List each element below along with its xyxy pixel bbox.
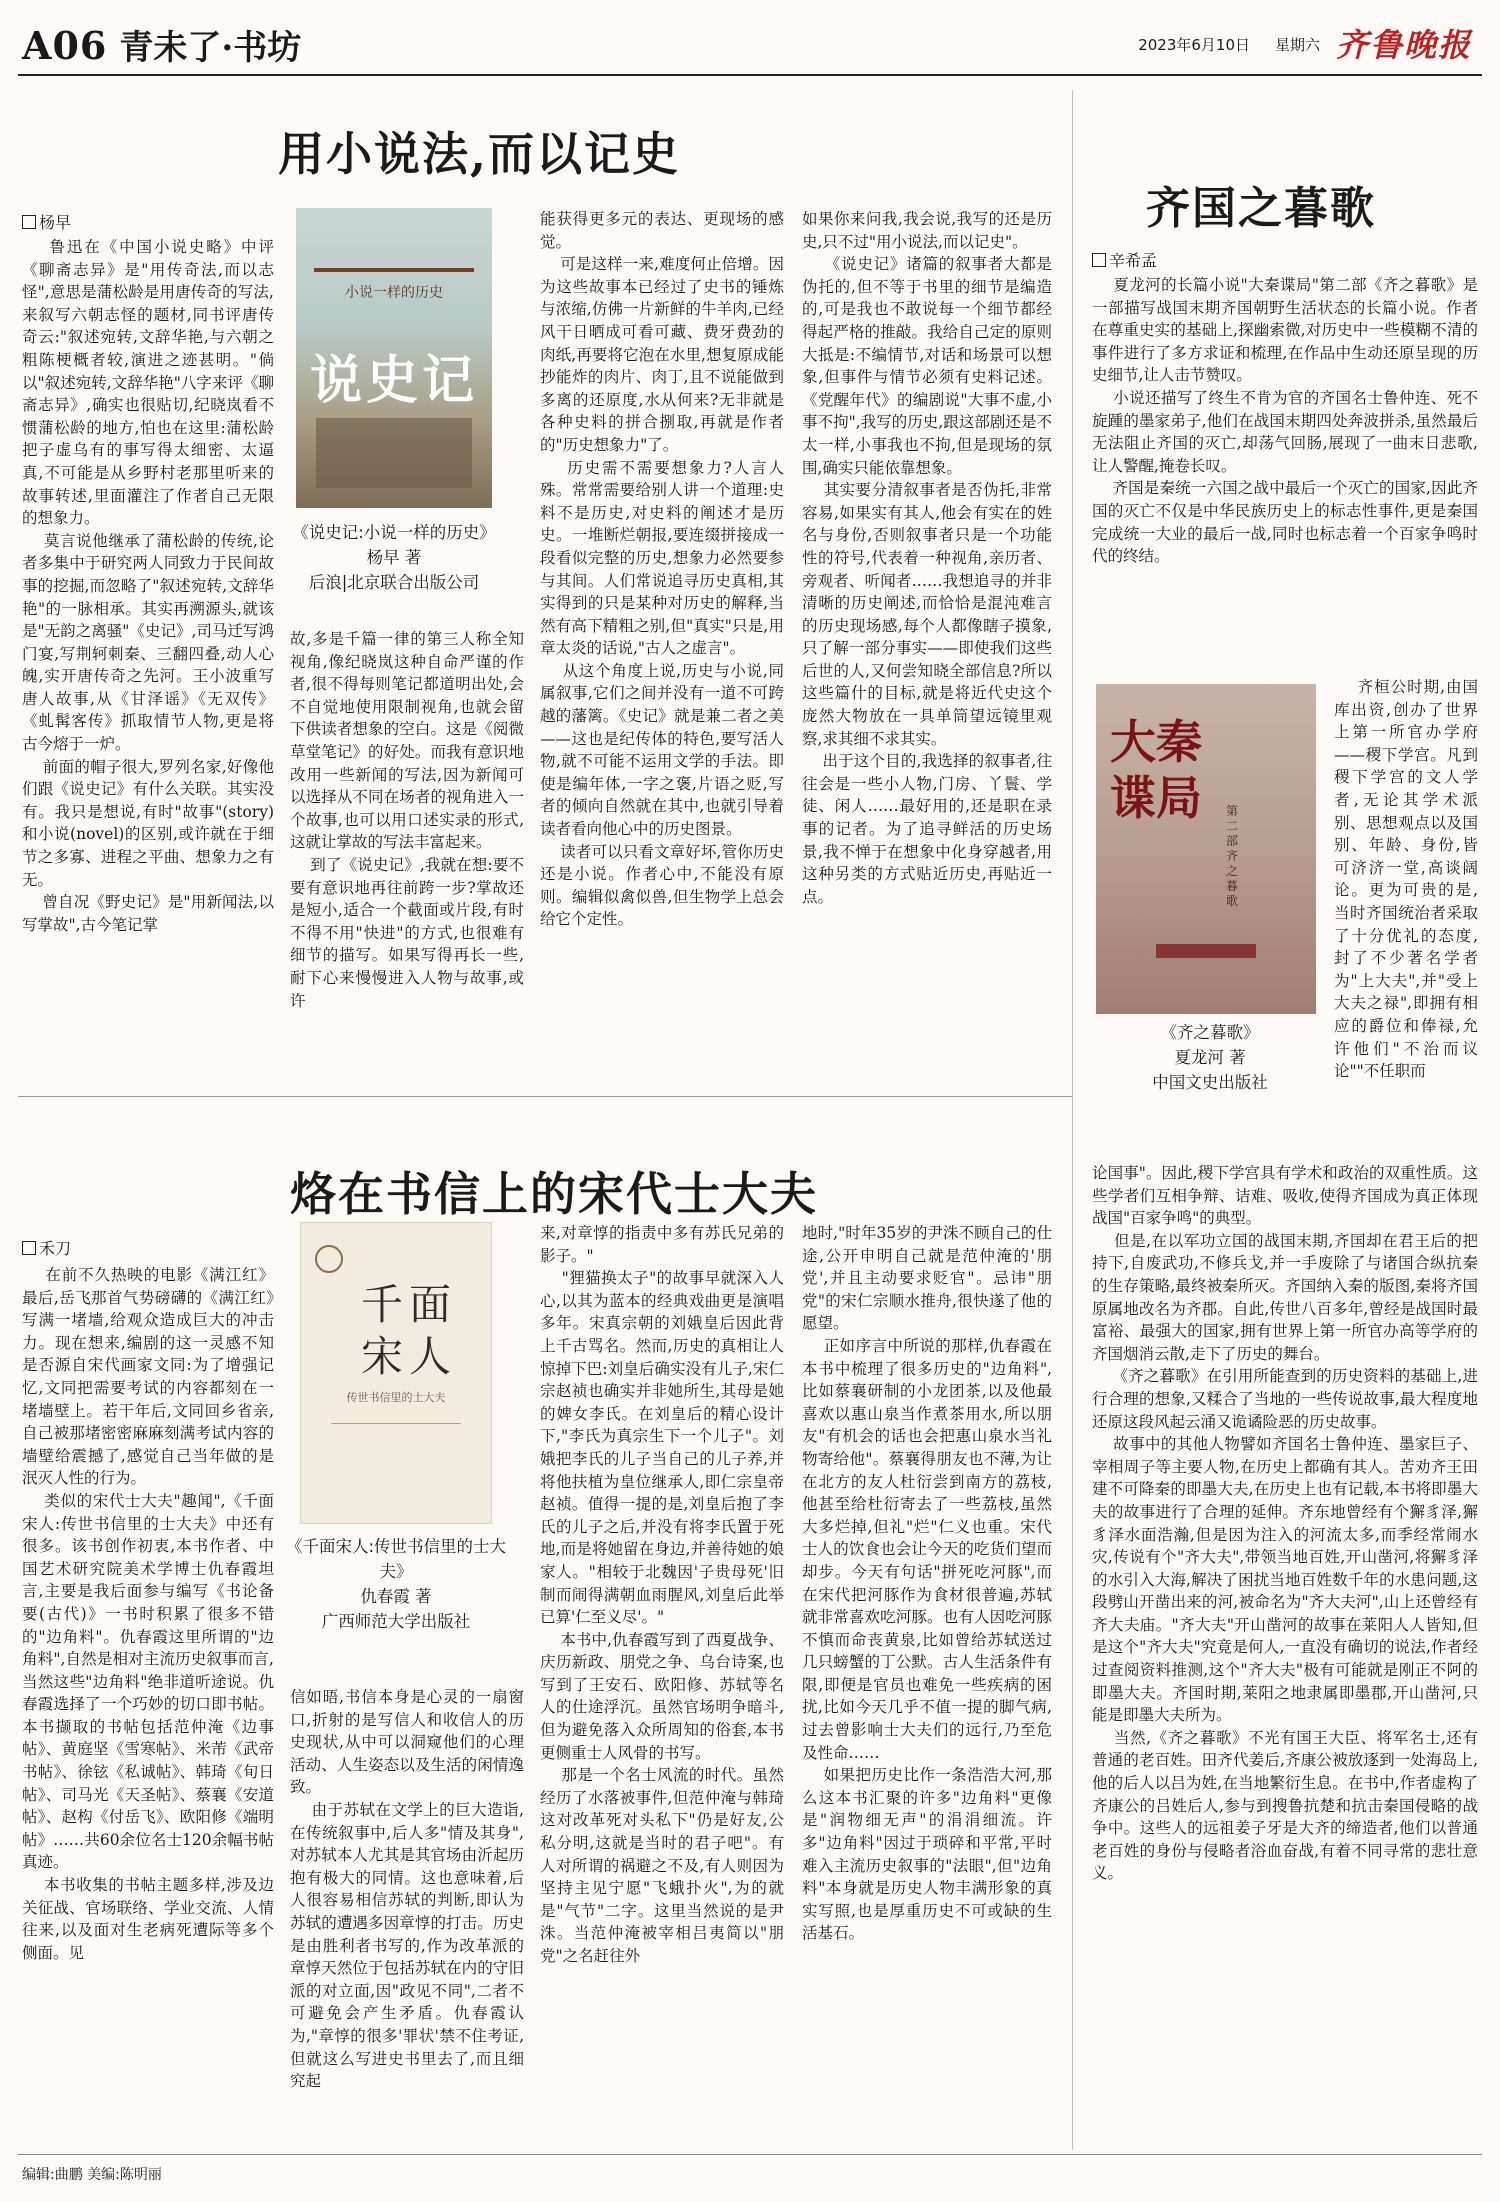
cover-subtitle: 小说一样的历史 bbox=[345, 285, 443, 301]
caption-author: 杨早 著 bbox=[366, 548, 422, 567]
cover-title: 说史记 bbox=[309, 350, 478, 411]
article2-author: 禾刀 bbox=[39, 1239, 72, 1258]
caption-author: 夏龙河 著 bbox=[1174, 1048, 1246, 1067]
article1-column-2: 故,多是千篇一律的第三人称全知视角,像纪晓岚这种自命严谨的作者,很不得每则笔记都道明出处,会不自觉地使用限制视角,也就会留下供读者想象的空白。这是《阅微草堂笔记》的好处。而我有意识地改用一些新闻的写法,因为新闻可以选择从不同在场者的视角进入一个故事,也可以用口述实录的形式,这就让掌故的写法丰富起来。 到了《说史记》,我就在想:要不要有意识地再往前跨一步?掌故还是短小,适合一个截面或片段,有时不得不用"快进"的方式,也很难有细节的描写。如果写得再长一些,耐下心来慢慢进入人物与故事,或许 bbox=[290, 630, 524, 1010]
book-caption-3 bbox=[1092, 1020, 1328, 1095]
footer-credits: 编辑:曲鹏 美编:陈明丽 bbox=[22, 2167, 162, 2183]
article3-author: 辛希孟 bbox=[1109, 251, 1158, 270]
article1-title: 用小说法,而以记史 bbox=[278, 127, 681, 181]
article1-byline bbox=[22, 210, 71, 233]
footer-rule bbox=[18, 2154, 1482, 2155]
article1-column-1: 鲁迅在《中国小说史略》中评《聊斋志异》是"用传奇法,而以志怪",意思是蒲松龄是用唐传奇的写法,来叙写六朝志怪的题材,同书评唐传奇云:"叙述宛转,文辞华艳,与六朝之粗陈梗概者较,演进之迹甚明。"倘以"叙述宛转,文辞华艳"八字来评《聊斋志异》,确实也很贴切,纪晓岚看不惯蒲松龄的地方,怕也在这里:蒲松龄把子虚乌有的事写得太细密、太逼真,不可能是从乡野村老那里听来的故事转述,里面灌注了作者自己无限的想象力。 莫言说他继承了蒲松龄的传统,论者多集中于研究两人同致力于民间故事的挖掘,而忽略了"叙述宛转,文辞华艳"的一脉相承。其实再溯源头,就该是"无韵之离骚"《史记》,司马迁写鸿门宴,写荆轲刺秦、三翻四叠,动人心魄,实开唐传奇之先河。王小波重写唐人故事,从《甘泽谣》《无双传》《虬髯客传》抓取情节人物,更是将古今熔于一炉。 前面的帽子很大,罗列名家,好像他们跟《说史记》有什么关联。其实没有。我只是想说,有时"故事"(story)和小说(novel)的区别,或许就在于细节之多寡、进程之平曲、想象力之有无。 曾自况《野史记》是"用新闻法,以写掌故",古今笔记掌 bbox=[22, 238, 274, 934]
page-number: A06 bbox=[22, 23, 108, 68]
article1-column-4: 如果你来问我,我会说,我写的还是历史,只不过"用小说法,而以记史"。 《说史记》诸篇的叙事者大都是伪托的,但不等于书里的细节是编造的,可是我也不敢说每一个细节都经得起严格的推敲。我给自己定的原则大抵是:不编情节,对话和场景可以想象,但事件与情节必须有史料记述。《党醒年代》的编剧说"大事不虚,小事不拘",我写的历史,跟这部剧还是不太一样,小事我也不拘,但是现场的氛围,确实只能依靠想象。 其实要分清叙事者是否伪托,非常容易,如果实有其人,他会有实在的姓名与身份,否则叙事者只是一个功能性的符号,代表着一种视角,亲历者、旁观者、听闻者……我想追寻的并非清晰的历史阐述,而恰恰是混沌难言的历史现场感,每个人都像瞎子摸象,只了解一部分事实——即使我们这些后世的人,又何尝知晓全部信息?所以这些篇什的目标,就是将近代史这个庞然大物放在一具单筒望远镜里观察,求其细不求其实。 出于这个目的,我选择的叙事者,往往会是一些小人物,门房、丫鬟、学徒、闲人……最好用的,还是职在录事的记者。为了追寻鲜活的历史场景,我不惮于在想象中化身穿越者,用这种另类的方式贴近历史,再贴近一点。 bbox=[802, 210, 1052, 906]
article2-byline bbox=[22, 1236, 71, 1259]
byline-box-icon bbox=[22, 215, 36, 229]
article3-intro: 夏龙河的长篇小说"大秦谍局"第二部《齐之暮歌》是一部描写战国末期齐国朝野生活状态的长篇小说。作者在尊重史实的基础上,探幽索微,对历史中一些模糊不清的事件进行了多方求证和梳理,在作品中生动还原呈现的历史细节,让人击节赞叹。 小说还描写了终生不肯为官的齐国名士鲁仲连、死不旋踵的墨家弟子,他们在战国末期四处奔波拼杀,虽然最后无法阻止齐国的灭亡,却荡气回肠,展现了一曲末日悲歌,让人警醒,掩卷长叹。 齐国是秦统一六国之战中最后一个灭亡的国家,因此齐国的灭亡不仅是中华民族历史上的标志性事件,更是秦国完成统一大业的最后一战,同时也标志着一个百家争鸣时代的终结。 bbox=[1092, 276, 1478, 566]
cover-subtitle: 传世书信里的士大夫 bbox=[346, 1391, 446, 1404]
cover-ornament-icon bbox=[315, 1245, 343, 1273]
article1-column-3: 能获得更多元的表达、更现场的感觉。 可是这样一来,难度何止倍增。因为这些故事本已经过了史书的锤炼与浓缩,仿佛一片新鲜的牛羊肉,已经风干日晒成可看可藏、费牙费劲的肉纸,再要将它泡在水里,想复原成能抄能炸的肉片、肉丁,且不说能做到多离的还原度,水从何来?无非就是各种史料的拼合捌取,再就是作者的"历史想象力"了。 历史需不需要想象力?人言人殊。常常需要给别人讲一个道理:史料不是历史,对史料的阐述才是历史。一堆断烂朝报,要连缀拼接成一段看似完整的历史,想象力必然要参与其间。人们常说追寻历史真相,其实得到的只是某种对历史的解释,当然有高下精粗之别,但"真实"只是,用章太炎的话说,"古人之虚言"。 从这个角度上说,历史与小说,同属叙事,它们之间并没有一道不可跨越的藩篱。《史记》就是兼二者之美——这也是纪传体的特色,要写活人物,就不可能不运用文学的手法。即使是编年体,一字之褒,片语之贬,写者的倾向自然就在其中,也就引导着读者看向他心中的历史图景。 读者可以只看文章好坏,管你历史还是小说。作者心中,不能没有原则。编辑似禽似兽,但生物学上总会给它个定性。 bbox=[540, 210, 784, 929]
article2-column-1: 在前不久热映的电影《满江红》最后,岳飞那首气势磅礴的《满江红》写满一堵墙,给观众造成巨大的冲击力。现在想来,编剧的这一灵感不知是否源自宋代画家文同:为了增强记忆,文同把需要考试的内容都刻在一堵墙壁上。若干年后,文同回乡省亲,自己被那堵密密麻麻刻满考试内容的墙壁给震撼了,感觉自己当年做的是泯灭人性的行为。 类似的宋代士大夫"趣闻",《千面宋人:传世书信里的士大夫》中还有很多。该书创作初衷,本书作者、中国艺术研究院美术学博士仇春霞坦言,主要是我后面参与编写《书论备要(古代)》一书时积累了很多不错的"边角料"。仇春霞这里所谓的"边角料",自然是相对主流历史叙事而言,当然这些"边角料"绝非道听途说。仇春霞选择了一个巧妙的切口即书帖。本书撷取的书帖包括范仲淹《边事帖》、黄庭坚《雪寒帖》、米芾《武帝书帖》、徐铉《私诚帖》、韩琦《旬日帖》、司马光《天圣帖》、蔡襄《安道帖》、赵构《付岳飞》、欧阳修《端明帖》……共60余位名士120余幅书帖真迹。 本书收集的书帖主题多样,涉及边关征战、官场联络、学业交流、人情往来,以及面对生老病死遭际等多个侧面。见 bbox=[22, 1266, 274, 1962]
article2-column-3: 来,对章惇的指责中多有苏氏兄弟的影子。" "狸猫换太子"的故事早就深入人心,以其为蓝本的经典戏曲更是演唱多年。宋真宗朝的刘娥皇后因此背上千古骂名。然而,历史的真相让人惊掉下巴:刘皇后确实没有儿子,宋仁宗赵祯也确实并非她所生,其母是她的婢女李氏。在刘皇后的精心设计下,"李氏为真宗生下一个儿子"。刘娥把李氏的儿子当自己的儿子养,并将他扶植为皇位继承人,即仁宗皇帝赵祯。值得一提的是,刘皇后抱了李氏的儿子之后,并没有将李氏置于死地,而是将她留在身边,并善待她的娘家人。"相较于北魏因'子贵母死'旧制而闹得满朝血雨腥风,刘皇后此举已算'仁至义尽'。" 本书中,仇春霞写到了西夏战争、庆历新政、朋党之争、乌台诗案,也写到了王安石、欧阳修、苏轼等名人的仕途浮沉。虽然官场明争暗斗,但为避免落入众所周知的俗套,本书更侧重士人风骨的书写。 那是一个名士风流的时代。虽然经历了水落被事件,但范仲淹与韩琦这对改革死对头私下"仍是好友,公私分明,这就是当时的君子吧"。有人对所谓的祸避之不及,有人则因为坚持主见宁愿"飞蛾扑火",为的就是"气节"二字。这里当然说的是尹洙。当范仲淹被宰相吕夷简以"朋党"之名赶往外 bbox=[540, 1224, 784, 1965]
article2-column-4: 地时,"时年35岁的尹洙不顾自己的仕途,公开申明自己就是范仲淹的'朋党',并且主动要求贬官"。忌讳"朋党"的宋仁宗顺水推舟,很快遂了他的愿望。 正如序言中所说的那样,仇春霞在本书中梳理了很多历史的"边角料",比如蔡襄研制的小龙团茶,以及他最喜欢以惠山泉当作煮茶用水,所以朋友"有机会的话也会把惠山泉水当礼物寄给他"。蔡襄得朋友也不薄,为让在北方的友人杜衍尝到南方的荔枝,他甚至给杜衍寄去了一些荔枝,虽然大多烂掉,但礼"烂"仁义也重。宋代士人的饮食也会让今天的吃货们望而却步。今天有句话"拼死吃河豚",而在宋代把河豚作为食材很普遍,苏轼就非常喜欢吃河豚。也有人因吃河豚不慎而命丧黄泉,比如曾给苏轼送过几只螃蟹的丁公默。古人生活条件有限,即便是官员也难免一些疾病的困扰,比如今天几乎不值一提的脚气病,过去曾影响士大夫们的远行,乃至危及性命…… 如果把历史比作一条浩浩大河,那么这本书汇聚的许多"边角料"更像是"润物细无声"的涓涓细流。许多"边角料"因过于琐碎和平常,平时难入主流历史叙事的"法眼",但"边角料"本身就是历史人物丰满形象的真实写照,也是厚重历史不可或缺的生活基石。 bbox=[802, 1224, 1052, 1943]
issue-date: 2023年6月10日 bbox=[1138, 36, 1250, 54]
caption-author: 仇春霞 著 bbox=[360, 1587, 432, 1606]
issue-weekday: 星期六 bbox=[1274, 36, 1320, 54]
caption-title: 《说史记:小说一样的历史》 bbox=[292, 523, 496, 542]
cover-illustration bbox=[316, 418, 472, 488]
book-cover-shuoshiji bbox=[296, 208, 492, 508]
article2-title: 烙在书信上的宋代士大夫 bbox=[290, 1167, 818, 1221]
article3-title: 齐国之暮歌 bbox=[1146, 183, 1376, 234]
section-divider bbox=[18, 1096, 1072, 1097]
book-caption-1 bbox=[276, 520, 512, 595]
book-cover-daqindieju bbox=[1096, 684, 1316, 1014]
cover-seal bbox=[1156, 944, 1256, 958]
column-divider bbox=[1072, 90, 1073, 2150]
cover-title: 千面宋人 bbox=[361, 1280, 458, 1381]
caption-publisher: 中国文史出版社 bbox=[1152, 1073, 1268, 1092]
caption-publisher: 后浪|北京联合出版公司 bbox=[308, 573, 480, 592]
article3-byline bbox=[1092, 248, 1157, 271]
book-caption-2 bbox=[280, 1534, 512, 1634]
header-rule bbox=[18, 74, 1482, 76]
page-header bbox=[22, 20, 301, 69]
article2-column-2: 信如晤,书信本身是心灵的一扇窗口,折射的是写信人和收信人的历史现状,从中可以洞窥他们的心理活动、人生姿态以及生活的闲情逸致。 由于苏轼在文学上的巨大造诣,在传统叙事中,后人多"情及其身",对苏轼本人尤其是其官场由沂起历抱有极大的同情。这也意味着,后人很容易相信苏轼的判断,即认为苏轼的遭遇多因章惇的打击。历史是由胜利者书写的,作为改革派的章惇天然位于包括苏轼在内的守旧派的对立面,因"政见不同",二者不可避免会产生矛盾。仇春霞认为,"章惇的很多'罪状'禁不住考证,但就这么写进史书里去了,而且细究起 bbox=[290, 1688, 524, 2091]
cover-subtitle: 第二部 齐之暮歌 bbox=[1226, 804, 1239, 908]
article3-column-narrow: 齐桓公时期,由国库出资,创办了世界上第一所官办学府——稷下学宫。凡到稷下学宫的文人学者,无论其学术派别、思想观点以及国别、年龄、身份,皆可济济一堂,高谈阔论。更为可贵的是,当时齐国统治者采取了十分优礼的态度,封了不少著名学者为"上大夫",并"受上大夫之禄",即拥有相应的爵位和俸禄,允许他们"不治而议论""不任职而 bbox=[1334, 678, 1478, 1081]
section-name: 青未了·书坊 bbox=[119, 28, 302, 68]
newspaper-logo: 齐鲁晚报 bbox=[1335, 26, 1472, 64]
byline-box-icon bbox=[22, 1241, 36, 1255]
article3-column-rest: 论国事"。因此,稷下学宫具有学术和政治的双重性质。这些学者们互相争辩、诘难、吸收,使得齐国成为真正体现战国"百家争鸣"的典型。 但是,在以军功立国的战国末期,齐国却在君王后的把持下,自废武功,不修兵戈,并一手废除了与诸国合纵抗秦的生存策略,最终被秦所灭。齐国纳入秦的版图,秦将齐国原属地改名为齐郡。自此,传世八百多年,曾经是战国时最富裕、最强大的国家,拥有世界上第一所官办高等学府的齐国烟消云散,走下了历史的舞台。 《齐之暮歌》在引用所能查到的历史资料的基础上,进行合理的想象,又糅合了当地的一些传说故事,最大程度地还原这段风起云涌又诡谲险恶的历史故事。 故事中的其他人物譬如齐国名士鲁仲连、墨家巨子、宰相周子等主要人物,在历史上都确有其人。苦劝齐王田建不可降秦的即墨大夫,在历史上也有记载,本书将即墨大夫的故事进行了合理的延伸。齐东地曾经有个獬豸泽,獬豸泽水面浩瀚,但是因为注入的河流太多,而季经常闹水灾,传说有个"齐大夫",带领当地百姓,开山凿河,将獬豸泽的水引入大海,解决了困扰当地百姓数千年的水患问题,这段劈山开凿出来的河,被命名为"齐大夫河",山上还曾经有齐大夫庙。"齐大夫"开山凿河的故事在莱阳人人皆知,但是这个"齐大夫"究竟是何人,一直没有确切的说法,作者经过查阅资料推测,这个"齐大夫"极有可能就是刚正不阿的即墨大夫。齐国时期,莱阳之地隶属即墨郡,开山凿河,只能是即墨大夫所为。 当然,《齐之暮歌》不光有国王大臣、将军名士,还有普通的老百姓。田齐代姜后,齐康公被放逐到一处海岛上,他的后人以吕为姓,在当地繁衍生息。在书中,作者虚构了齐康公的吕姓后人,参与到搜鲁抗楚和抗击秦国侵略的战争中。这些人的远祖姜子牙是大齐的缔造者,他们以普通老百姓的身份与侵略者浴血奋战,有着不同寻常的悲壮意义。 bbox=[1092, 1164, 1478, 1883]
cover-band bbox=[314, 268, 474, 272]
article1-author: 杨早 bbox=[39, 213, 72, 232]
byline-box-icon bbox=[1092, 253, 1106, 267]
book-cover-qianmiansongren bbox=[300, 1222, 492, 1524]
caption-title: 《齐之暮歌》 bbox=[1160, 1023, 1260, 1042]
cover-title: 大秦谍局 bbox=[1110, 715, 1202, 825]
cover-illustration bbox=[331, 1423, 461, 1494]
caption-publisher: 广西师范大学出版社 bbox=[321, 1612, 471, 1631]
caption-title: 《千面宋人:传世书信里的士大夫》 bbox=[285, 1537, 507, 1581]
